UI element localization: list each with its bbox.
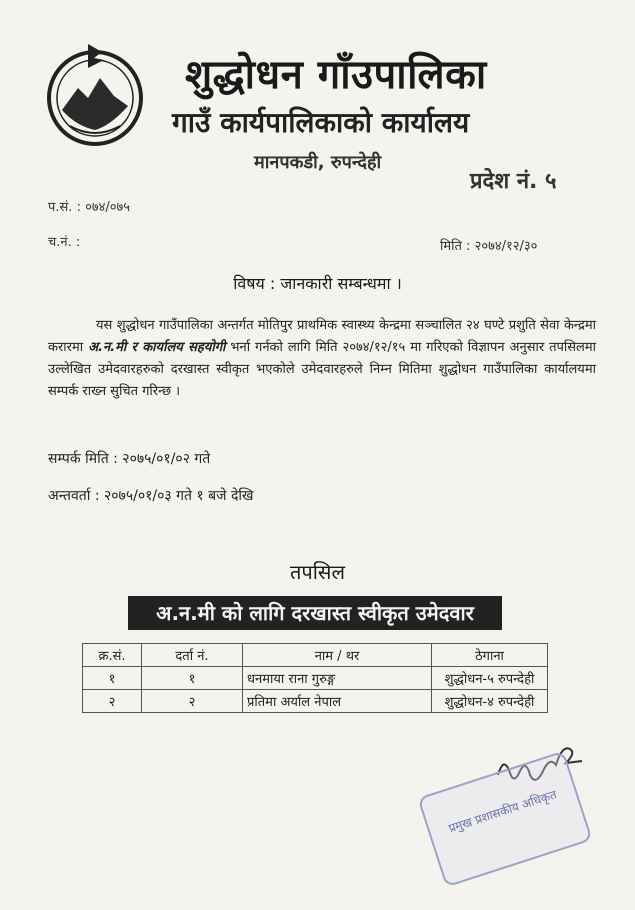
row-address: शुद्धोधन-५ रुपन्देही (432, 667, 548, 690)
body-text-emphasis: अ.न.मी र कार्यालय सहयोगी (88, 340, 226, 355)
header-serial: क्र.सं. (83, 644, 142, 667)
header-registration: दर्ता नं. (142, 644, 243, 667)
row-serial: १ (83, 667, 142, 690)
row-address: शुद्धोधन-४ रुपन्देही (432, 690, 548, 713)
interview-date: अन्तवर्ता : २०७५/०१/०३ गते १ बजे देखि (48, 488, 254, 504)
official-stamp (417, 751, 593, 888)
header-name: नाम / थर (243, 644, 432, 667)
letter-body (48, 315, 596, 403)
municipality-emblem-icon (40, 40, 150, 150)
reference-number: प.सं. : ०७४/०७५ (48, 200, 131, 215)
body-text-part1: यस शुद्धोधन गाउँपालिका अन्तर्गत मोतिपुर प्राथमिक स्वास्थ्य केन्द्रमा सञ्चालित २४ घण्टे प्रशुति सेवा केन्द्रमा करारमा (48, 318, 596, 355)
row-registration: १ (142, 667, 243, 690)
row-serial: २ (83, 690, 142, 713)
body-text-part2: भर्ना गर्नको लागि मिति २०७४/१२/१५ मा गरिएको विज्ञापन अनुसार तपसिलमा उल्लेखित उमेदवारहरुको दरखास्त स्वीकृत भएकोले उमेदवारहरुले निम्न मितिमा शुद्धोधन गाउँपालिका कार्यालयमा सम्पर्क राख्न सुचित गरिन्छ । (48, 340, 597, 399)
header-address: ठेगाना (432, 644, 548, 667)
row-name: धनमाया राना गुरुङ्ग (243, 667, 432, 690)
table-header-row (83, 644, 548, 667)
dispatch-number: च.नं. : (48, 235, 81, 250)
candidates-table (82, 643, 548, 713)
candidates-banner: अ.न.मी को लागि दरखास्त स्वीकृत उमेदवार (128, 596, 502, 630)
table-row (83, 667, 548, 690)
tapasil-heading: तपसिल (289, 560, 346, 584)
row-name: प्रतिमा अर्याल नेपाल (243, 690, 432, 713)
province-label: प्रदेश नं. ५ (470, 169, 557, 194)
letter-date: मिति : २०७४/१२/३० (440, 239, 538, 254)
contact-date: सम्पर्क मिति : २०७५/०१/०२ गते (48, 451, 211, 467)
row-registration: २ (142, 690, 243, 713)
table-row (83, 690, 548, 713)
stamp-text: प्रमुख प्रशासकीय अधिकृत (446, 787, 559, 836)
office-name: गाउँ कार्यपालिकाको कार्यालय (172, 106, 470, 139)
office-location: मानपकडी, रुपन्देही (254, 152, 382, 173)
municipality-name: शुद्धोधन गाँउपालिका (185, 52, 487, 98)
letter-subject: विषय : जानकारी सम्बन्धमा । (233, 274, 402, 293)
